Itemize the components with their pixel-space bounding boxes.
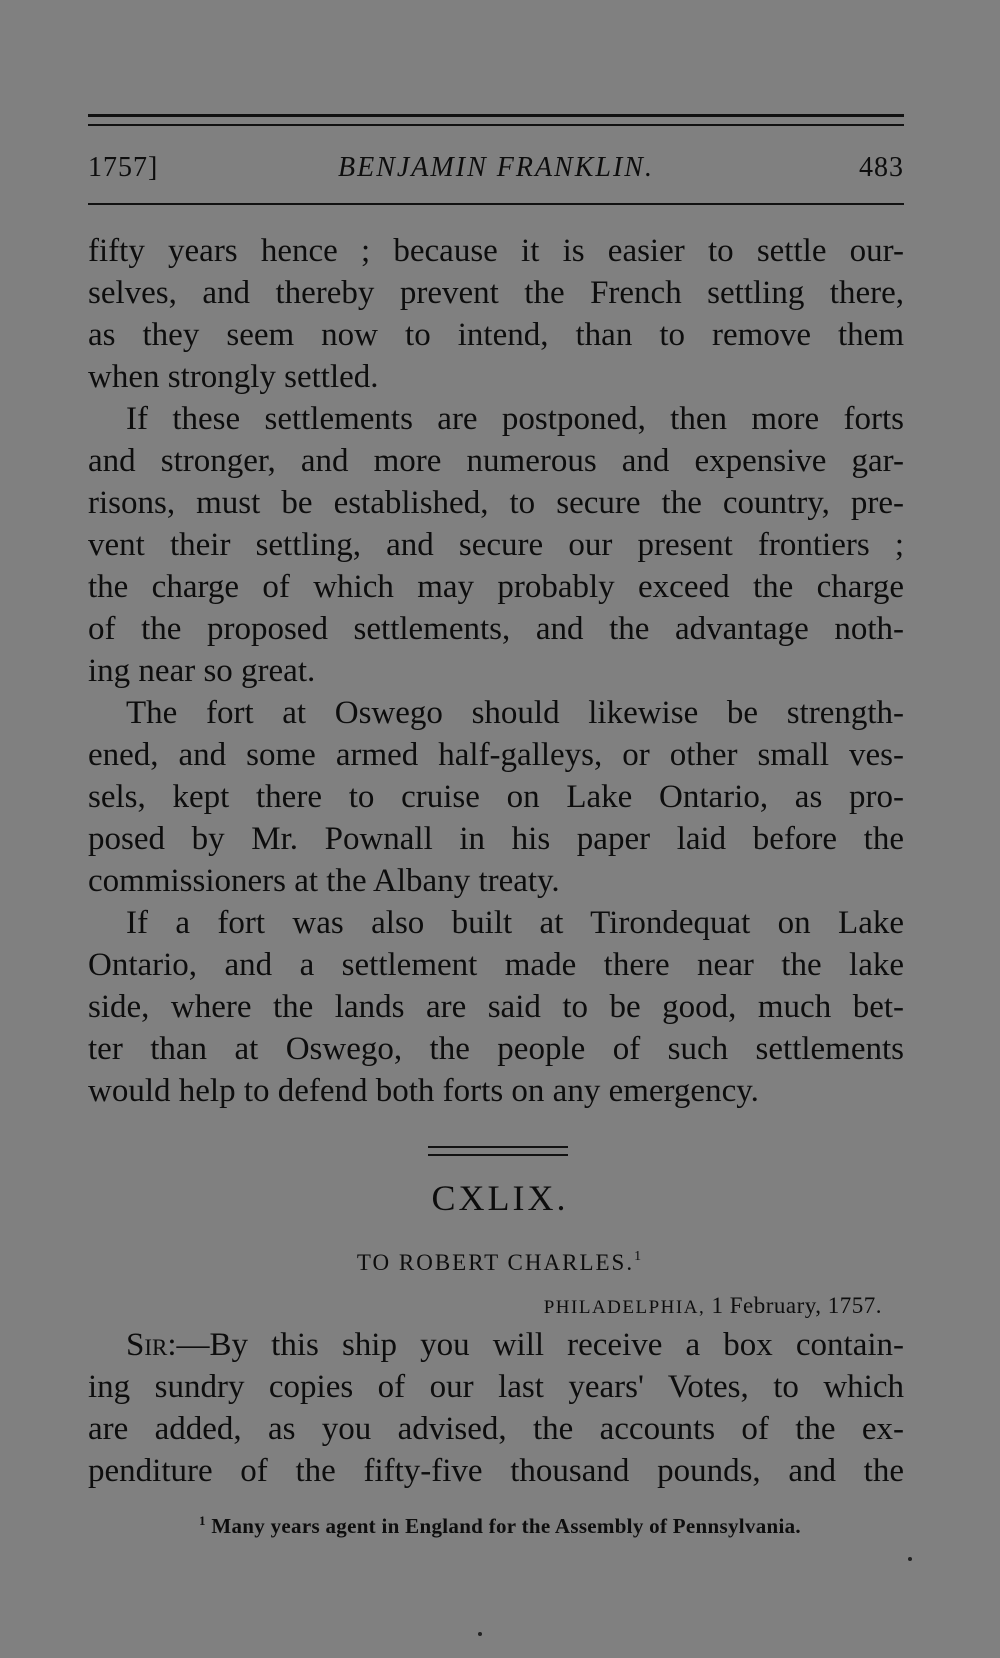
text-line: would help to defend both forts on any emergency. [88,1073,759,1109]
text-line: ing sundry copies of our last years' Votes, to which [88,1369,904,1405]
paragraph [88,692,904,902]
text-line: vent their settling, and secure our present frontiers ; [88,527,904,563]
text-line: and stronger, and more numerous and expensive gar- [88,443,904,479]
text-line: fifty years hence ; because it is easier to settle our- [88,233,904,269]
text-line-content: :—By this ship you will receive a box contain- [167,1327,904,1363]
dateline-place: PHILADELPHIA, [543,1297,706,1318]
text-line: penditure of the fifty-five thousand pounds, and the [88,1453,904,1489]
header-rule [88,203,904,205]
salutation: Sir [126,1327,168,1363]
letter-body [88,1324,904,1492]
running-header [88,148,904,188]
page-number: 483 [859,152,904,183]
scan-speck [908,1557,912,1561]
top-rule-thin [88,124,904,126]
footnote [0,1506,1000,1541]
text-line: side, where the lands are said to be good, much bet- [88,989,904,1025]
running-title: BENJAMIN FRANKLIN. [338,152,654,183]
paragraph [88,230,904,398]
text-line: If a fort was also built at Tirondequat on Lake [126,905,904,941]
footnote-mark: 1 [198,1513,206,1528]
text-line: commissioners at the Albany treaty. [88,863,560,899]
scan-speck [478,1632,482,1636]
text-line: when strongly settled. [88,359,379,395]
text-line: the charge of which may probably exceed the charge [88,569,904,605]
section-divider-top [428,1146,568,1148]
body-text [88,230,904,1112]
text-line [88,1324,904,1366]
top-rule-thick [88,114,904,117]
footnote-reference: 1 [634,1249,644,1264]
text-line: sels, kept there to cruise on Lake Ontario, as pro- [88,779,904,815]
text-line: If these settlements are postponed, then more forts [126,401,904,437]
text-line: The fort at Oswego should likewise be strength- [126,695,904,731]
text-line: risons, must be established, to secure the country, pre- [88,485,904,521]
text-line: posed by Mr. Pownall in his paper laid before the [88,821,904,857]
paragraph [88,902,904,1112]
dateline-date: 1 February, 1757. [711,1293,882,1318]
text-line: of the proposed settlements, and the advantage noth- [88,611,904,647]
text-line: Ontario, and a settlement made there near the lake [88,947,904,983]
footnote-text: Many years agent in England for the Assembly of Pennsylvania. [211,1514,801,1538]
running-year: 1757] [88,152,159,183]
text-line: are added, as you advised, the accounts of the ex- [88,1411,904,1447]
letter-heading [0,1240,1000,1280]
dateline [544,1290,882,1324]
text-line: ter than at Oswego, the people of such settlements [88,1031,904,1067]
section-divider-bottom [428,1154,568,1156]
text-line: selves, and thereby prevent the French settling there, [88,275,904,311]
text-line: ing near so great. [88,653,316,689]
paragraph [88,398,904,692]
letter-heading-text: TO ROBERT CHARLES. [356,1250,635,1275]
text-line: ened, and some armed half-galleys, or other small ves- [88,737,904,773]
section-numeral: CXLIX. [431,1178,569,1218]
text-line: as they seem now to intend, than to remove them [88,317,904,353]
